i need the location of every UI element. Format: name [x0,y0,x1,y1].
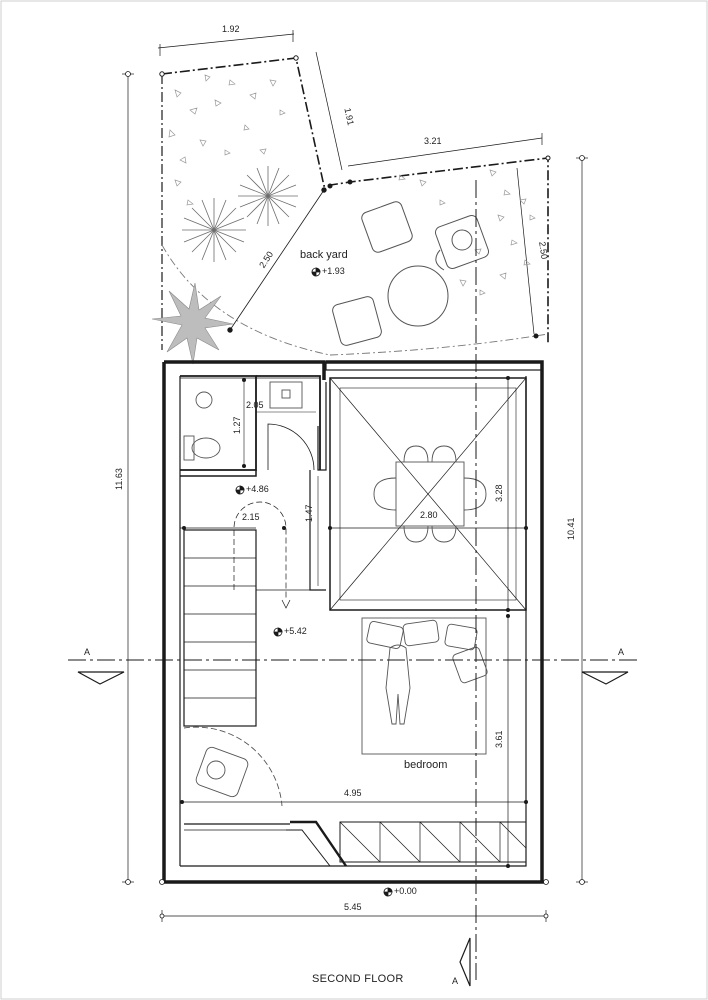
dim-stair-height: 1.47 [304,504,314,522]
dim-top-left: 1.92 [222,24,240,34]
dim-bath-width: 2.05 [246,400,264,410]
person-figure-icon [386,645,410,724]
yard-boundary [158,30,550,355]
yard-furniture [331,200,490,347]
room-label-bedroom: bedroom [404,759,448,771]
drawing-title: SECOND FLOOR [312,973,404,985]
tree-icon [182,166,298,262]
toilet-icon [192,438,220,458]
level-ground: +0.00 [394,886,417,896]
dim-total-height: 11.63 [114,468,124,490]
section-marker-bottom: A [452,976,459,986]
dim-top-right: 3.21 [424,136,442,146]
bathroom-fixtures [184,382,302,460]
dining-table [374,446,486,542]
dim-total-width: 5.45 [344,902,362,912]
house-walls [164,362,542,882]
dim-bedroom-height: 3.61 [494,730,504,748]
level-landing: +4.86 [246,484,269,494]
reading-chair [184,727,282,806]
sink-icon [270,382,302,408]
room-label-back-yard: back yard [300,249,348,261]
page-border [1,1,707,999]
dim-diag-right: 1.91 [342,106,356,127]
outdoor-stool-icon [331,295,382,346]
dim-bedroom-width: 4.95 [344,788,362,798]
level-floor: +5.42 [284,626,307,636]
lounge-chair-icon [434,214,490,270]
shower-icon [196,392,212,408]
dim-bath-height: 1.27 [232,416,242,434]
dim-yard-right: 2.50 [537,240,550,260]
shrub-icon [152,283,233,364]
dim-yard-diag: 2.50 [257,249,276,270]
section-line [68,180,640,986]
dim-void-height: 3.28 [494,484,504,502]
dim-right-height: 10.41 [566,517,576,540]
level-yard: +1.93 [322,266,345,276]
section-marker-right: A [618,647,625,657]
outdoor-stool-icon [360,200,414,254]
bed [362,618,488,754]
dim-void-width: 2.80 [420,510,438,520]
round-table-icon [388,266,448,326]
section-marker-left: A [84,647,91,657]
dim-stair-width: 2.15 [242,512,260,522]
